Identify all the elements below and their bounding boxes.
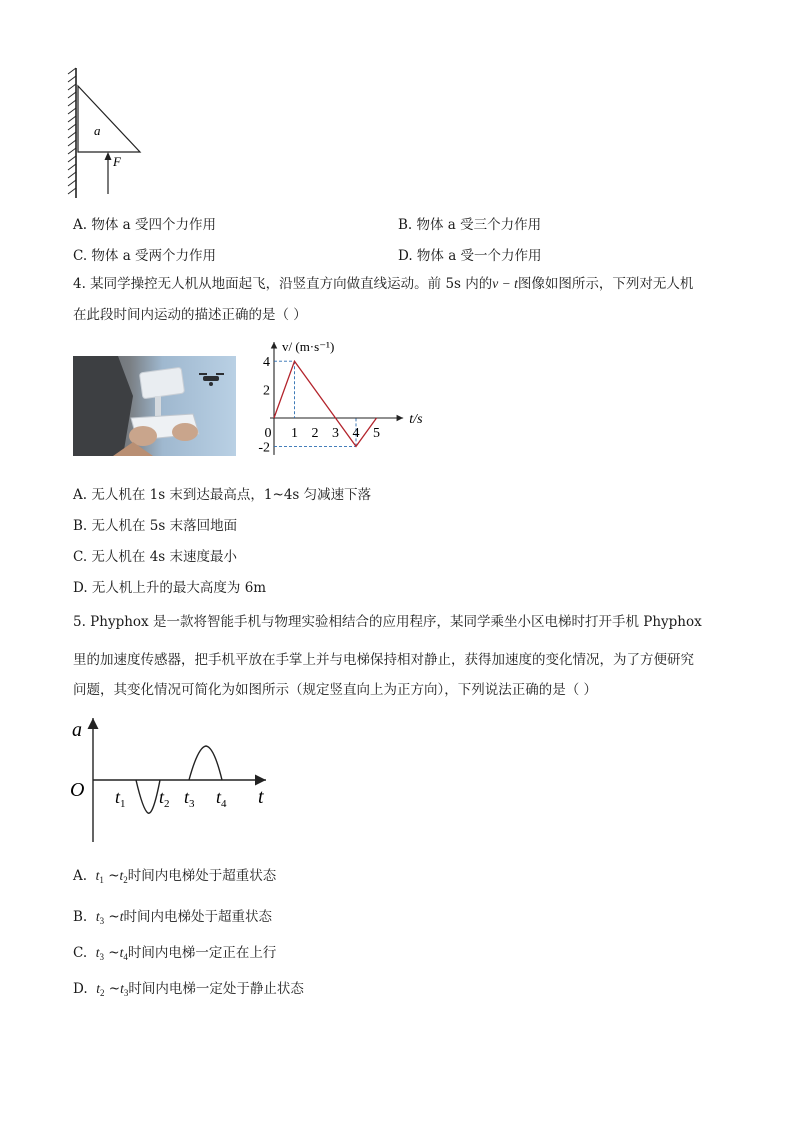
q3-figure: [64, 64, 154, 204]
x-tick-label-5: 5: [373, 426, 380, 441]
block-label-a: a: [94, 123, 101, 138]
wall: [68, 68, 76, 198]
force-arrow-head: [105, 152, 112, 160]
q5-option-c: C. $t_3$ $\sim t_4$时间内电梯一定正在上行: [73, 945, 277, 962]
y-tick-label-2: 2: [263, 383, 270, 399]
y-tick-label--2: -2: [258, 440, 270, 456]
q4-option-d: D. 无人机上升的最大高度为 6m: [73, 580, 267, 596]
t-axis-label: t/s: [409, 412, 423, 427]
vt-graph: [252, 336, 442, 466]
origin-label: O: [70, 779, 85, 801]
q4-option-a: A. 无人机在 1s 末到达最高点，1~4s 匀减速下落: [73, 487, 372, 503]
q3-option-c: C. 物体 a 受两个力作用: [73, 248, 217, 264]
q5-stem-line2: 里的加速度传感器，把手机平放在手掌上并与电梯保持相对静止，获得加速度的变化情况，为了方便研究: [73, 652, 694, 668]
t1-label: $t_1$: [115, 787, 126, 810]
q4-stem-line2: 在此段时间内运动的描述正确的是（ ）: [73, 307, 307, 323]
t4-label: $t_4$: [216, 787, 227, 810]
q3-option-b: B. 物体 a 受三个力作用: [398, 217, 542, 233]
t-axis-label: t: [258, 786, 264, 808]
vt-symbol: v − t: [492, 276, 518, 291]
drone-photo: [73, 356, 236, 456]
velocity-series-line: [274, 361, 377, 446]
triangle-block: [78, 86, 140, 152]
v-axis-label: v/ (m·s⁻¹): [282, 339, 335, 354]
x-tick-label-4: 4: [352, 426, 360, 441]
q3-option-d: D. 物体 a 受一个力作用: [398, 248, 542, 264]
q3-option-a: A. 物体 a 受四个力作用: [73, 217, 216, 233]
t2-label: $t_2$: [159, 787, 170, 810]
q5-stem-line3: 问题，其变化情况可简化为如图所示（规定竖直向上为正方向），下列说法正确的是（ ）: [73, 682, 598, 698]
q5-option-b: B. $t_3$ ~t时间内电梯处于超重状态: [73, 909, 272, 926]
q5-option-d: D. $t_2$ $\sim t_3$时间内电梯一定处于静止状态: [73, 981, 304, 998]
a-axis-label: a: [72, 719, 82, 741]
force-label-F: F: [113, 154, 121, 169]
at-graph: [66, 710, 286, 845]
q4-option-c: C. 无人机在 4s 末速度最小: [73, 549, 238, 565]
x-tick-label-2: 2: [311, 426, 319, 441]
y-tick-label-4: 4: [263, 355, 270, 371]
q5-stem-line1: 5. Phyphox 是一款将智能手机与物理实验相结合的应用程序，某同学乘坐小区电梯时打开手机 Phyphox: [73, 614, 702, 630]
t3-label: $t_3$: [184, 787, 195, 810]
q4-option-b: B. 无人机在 5s 末落回地面: [73, 518, 238, 534]
x-tick-label-0: 0: [264, 426, 272, 441]
q5-option-a: A. $t_1$ $\sim t_2$时间内电梯处于超重状态: [73, 868, 277, 885]
negative-lobe: [136, 780, 160, 813]
x-tick-label-1: 1: [291, 426, 298, 441]
x-tick-label-3: 3: [332, 426, 339, 441]
positive-lobe: [189, 746, 222, 780]
q4-stem-line1: 4. 某同学操控无人机从地面起飞，沿竖直方向做直线运动。前 5s 内的v − t图像如图所示，下列对无人机: [73, 276, 694, 292]
